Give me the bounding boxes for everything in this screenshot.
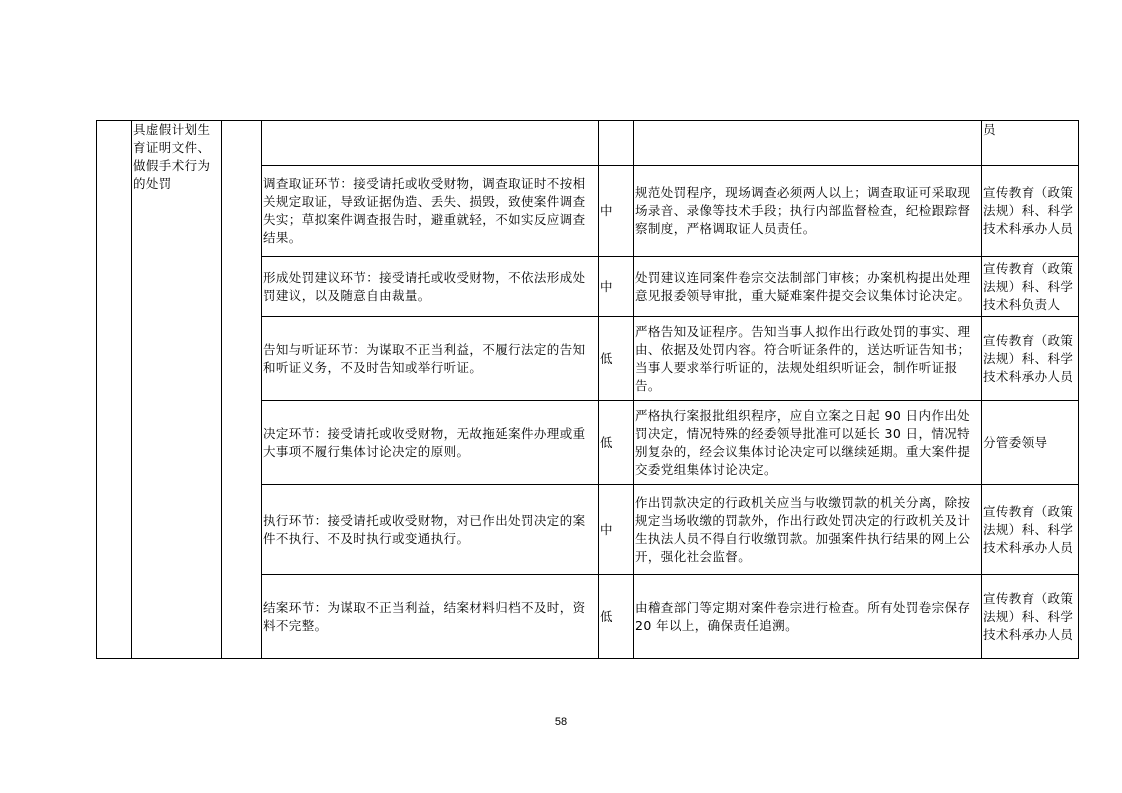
responsible-cell: 宣传教育（政策法规）科、科学技术科承办人员	[982, 485, 1079, 575]
measure-cell: 处罚建议连同案件卷宗交法制部门审核；办案机构提出处理意见报委领导审批，重大疑难案件提交会议集体讨论决定。	[634, 257, 982, 317]
responsible-cell: 员	[982, 121, 1079, 166]
risk-cell: 调查取证环节：接受请托或收受财物，调查取证时不按相关规定取证，导致证据伪造、丢失、损毁，致使案件调查失实；草拟案件调查报告时，避重就轻，不如实反应调查结果。	[262, 166, 599, 257]
level-cell: 中	[599, 166, 634, 257]
responsible-cell: 宣传教育（政策法规）科、科学技术科承办人员	[982, 575, 1079, 659]
responsible-cell: 宣传教育（政策法规）科、科学技术科承办人员	[982, 166, 1079, 257]
risk-cell: 决定环节：接受请托或收受财物，无故拖延案件办理或重大事项不履行集体讨论决定的原则。	[262, 401, 599, 485]
level-cell: 低	[599, 317, 634, 401]
level-cell	[599, 121, 634, 166]
responsible-cell: 分管委领导	[982, 401, 1079, 485]
responsible-cell: 宣传教育（政策法规）科、科学技术科负责人	[982, 257, 1079, 317]
risk-cell: 执行环节：接受请托或收受财物，对已作出处罚决定的案件不执行、不及时执行或变通执行。	[262, 485, 599, 575]
level-cell: 中	[599, 485, 634, 575]
type-cell	[222, 121, 262, 659]
measure-cell: 由稽查部门等定期对案件卷宗进行检查。所有处罚卷宗保存 20 年以上，确保责任追溯。	[634, 575, 982, 659]
responsible-cell: 宣传教育（政策法规）科、科学技术科承办人员	[982, 317, 1079, 401]
page-number: 58	[554, 716, 568, 728]
risk-control-table	[96, 120, 1079, 659]
index-cell	[97, 121, 132, 659]
risk-cell: 形成处罚建议环节：接受请托或收受财物，不依法形成处罚建议，以及随意自由裁量。	[262, 257, 599, 317]
measure-cell: 规范处罚程序，现场调查必须两人以上；调查取证可采取现场录音、录像等技术手段；执行内部监督检查，纪检跟踪督察制度，严格调取证人员责任。	[634, 166, 982, 257]
measure-cell: 作出罚款决定的行政机关应当与收缴罚款的机关分离，除按规定当场收缴的罚款外，作出行政处罚决定的行政机关及计生执法人员不得自行收缴罚款。加强案件执行结果的网上公开，强化社会监督。	[634, 485, 982, 575]
table-row	[97, 121, 1079, 166]
measure-cell: 严格告知及证程序。告知当事人拟作出行政处罚的事实、理由、依据及处罚内容。符合听证条件的，送达听证告知书；当事人要求举行听证的，法规处组织听证会，制作听证报告。	[634, 317, 982, 401]
item-name-cell: 具虚假计划生育证明文件、做假手术行为的处罚	[132, 121, 222, 659]
risk-cell: 告知与听证环节：为谋取不正当利益，不履行法定的告知和听证义务，不及时告知或举行听证。	[262, 317, 599, 401]
risk-cell: 结案环节：为谋取不正当利益，结案材料归档不及时，资料不完整。	[262, 575, 599, 659]
level-cell: 低	[599, 401, 634, 485]
measure-cell	[634, 121, 982, 166]
risk-cell	[262, 121, 599, 166]
level-cell: 低	[599, 575, 634, 659]
level-cell: 中	[599, 257, 634, 317]
measure-cell: 严格执行案报批组织程序，应自立案之日起 90 日内作出处罚决定，情况特殊的经委领导批准可以延长 30 日，情况特别复杂的，经会议集体讨论决定可以继续延期。重大案件提交委党组集体讨论决定。	[634, 401, 982, 485]
